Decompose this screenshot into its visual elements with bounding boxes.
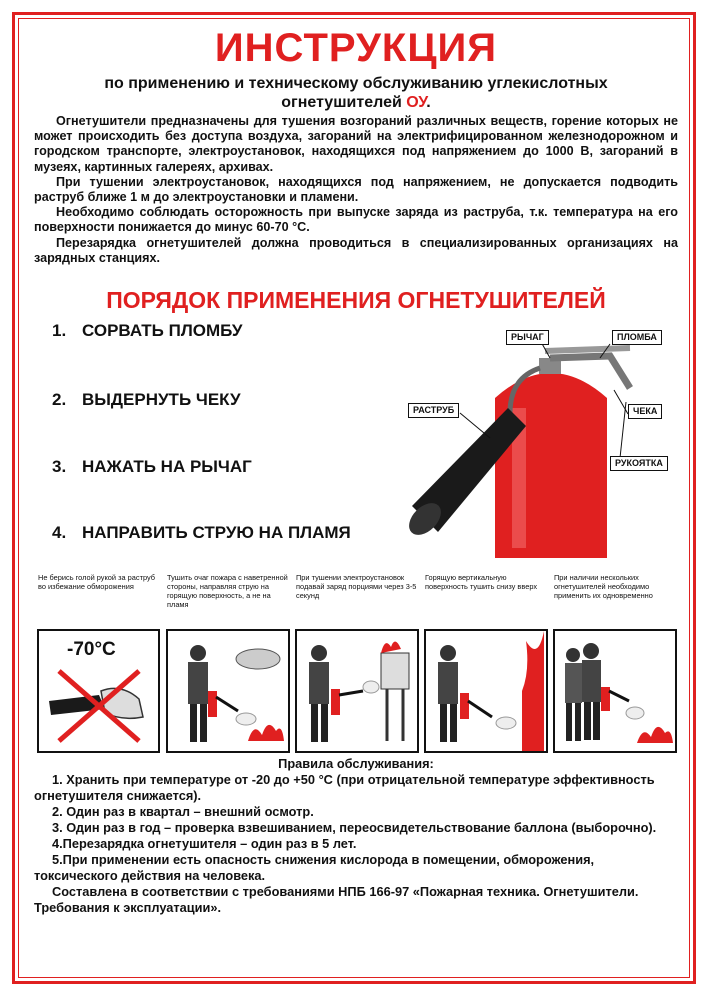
panel-temp-label: -70°С — [67, 639, 116, 660]
step-number: 2. — [52, 390, 67, 409]
rules-item: 3. Один раз в год – проверка взвешиванием, переосвидетельствование баллона (выборочно). — [52, 820, 657, 835]
electrical-installation-icon — [297, 631, 417, 751]
step-text: СОРВАТЬ ПЛОМБУ — [82, 321, 243, 340]
panel-windward-side — [166, 629, 290, 753]
panel-vertical-surface — [424, 629, 548, 753]
step-item — [52, 390, 241, 410]
panel-electrical-portions — [295, 629, 419, 753]
step-item — [52, 321, 243, 341]
panel-frostbite-warning — [37, 629, 160, 753]
intro-text — [34, 114, 678, 266]
section-title: ПОРЯДОК ПРИМЕНЕНИЯ ОГНЕТУШИТЕЛЕЙ — [106, 287, 606, 313]
two-people-icon — [555, 631, 675, 751]
callout-seal: ПЛОМБА — [612, 330, 662, 345]
subtitle-line-1: по применению и техническому обслуживанию углекислотных — [104, 75, 608, 92]
vertical-fire-icon — [426, 631, 546, 751]
rules-item: 2. Один раз в квартал – внешний осмотр. — [52, 804, 314, 819]
panel-caption: При наличии нескольких огнетушителей необходимо применить их одновременно — [554, 573, 653, 600]
extinguisher-lever — [545, 348, 630, 351]
step-number: 3. — [52, 457, 67, 476]
extinguisher-illustration — [400, 318, 690, 568]
callout-handle: РУКОЯТКА — [610, 456, 668, 471]
rules-heading: Правила обслуживания: — [278, 756, 434, 771]
callout-lever: РЫЧАГ — [506, 330, 549, 345]
step-item — [52, 523, 351, 543]
rules-item: 4.Перезарядка огнетушителя – один раз в 5 лет. — [52, 836, 357, 851]
maintenance-rules — [34, 756, 678, 916]
callout-horn: РАСТРУБ — [408, 403, 459, 418]
subtitle-dot: . — [426, 94, 431, 111]
subtitle-line-2 — [40, 93, 672, 112]
panel-multiple-extinguishers — [553, 629, 677, 753]
step-number: 4. — [52, 523, 67, 542]
step-item — [52, 457, 252, 477]
step-text: НАПРАВИТЬ СТРУЮ НА ПЛАМЯ — [82, 523, 351, 542]
panel-caption: При тушении электроустановок подавай заряд порциями через 3-5 секунд — [296, 573, 417, 600]
step-text: ВЫДЕРНУТЬ ЧЕКУ — [82, 390, 241, 409]
intro-paragraph: Необходимо соблюдать осторожность при выпуске заряда из раструба, т.к. температура на его поверхности понижается до минус 60-70 °С. — [34, 205, 678, 235]
intro-paragraph: Огнетушители предназначены для тушения возгораний различных веществ, горение которых не может происходить без доступа воздуха, загораний на электрифицированном железнодорожном и городском транспорте, электроустановок, находящихся под напряжением до 1000 В, загораний в музеях, картинных галереях, архивах. — [34, 114, 678, 174]
panel-caption: Горящую вертикальную поверхность тушить снизу вверх — [425, 573, 538, 591]
frostbite-icon — [39, 631, 158, 751]
intro-paragraph: При тушении электроустановок, находящихся под напряжением, не допускается подводить раструб ближе 1 м до электроустановки и пламени. — [34, 174, 678, 205]
panel-caption: Тушить очаг пожара с наветренной стороны, направляя струю на горящую поверхность, а не на пламя — [167, 573, 288, 609]
person-extinguishing-icon — [168, 631, 288, 751]
step-text: НАЖАТЬ НА РЫЧАГ — [82, 457, 252, 476]
panel-caption: Не берись голой рукой за раструб во избежание обморожения — [38, 573, 155, 591]
rules-item: 5.При применении есть опасность снижения кислорода в помещении, обморожения, токсического действия на человека. — [34, 852, 595, 883]
intro-paragraph: Перезарядка огнетушителей должна проводиться в специализированных организациях на зарядных станциях. — [34, 235, 678, 265]
rules-footer: Составлена в соответствии с требованиями НПБ 166-97 «Пожарная техника. Огнетушители. Требования к эксплуатации». — [34, 884, 639, 915]
subtitle-ou-label: ОУ — [406, 94, 427, 111]
page-subtitle — [40, 74, 672, 112]
callout-pin: ЧЕКА — [628, 404, 662, 419]
step-number: 1. — [52, 321, 67, 340]
rules-item: 1. Хранить при температуре от -20 до +50 °С (при отрицательной температуре эффективность огнетушителя снижается). — [34, 772, 655, 803]
page-title: ИНСТРУКЦИЯ — [214, 26, 498, 70]
subtitle-line-2-text: огнетушителей — [281, 94, 402, 111]
